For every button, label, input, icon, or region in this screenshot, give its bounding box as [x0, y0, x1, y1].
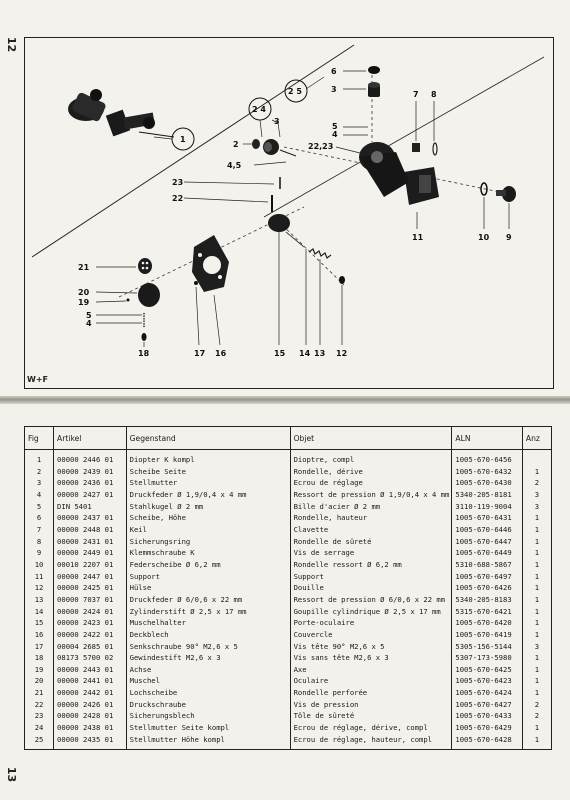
cell-artikel: 00000 2438 01	[54, 722, 127, 734]
cell-anz: 1	[522, 664, 551, 676]
cell-objet: Ecrou de réglage, dérive, compl	[290, 722, 452, 734]
cell-aln: 1005-670-6432	[452, 466, 523, 478]
cell-aln: 5307-173-5980	[452, 652, 523, 664]
cell-gegenstand: Diopter K kompl	[126, 450, 290, 466]
cell-aln: 5340-205-8181	[452, 489, 523, 501]
part-4-spring-side	[280, 150, 296, 156]
table-row	[25, 606, 552, 618]
cell-fig: 21	[25, 687, 54, 699]
cell-fig: 16	[25, 629, 54, 641]
cell-artikel: 00000 2425 01	[54, 582, 127, 594]
label-1: 1	[180, 135, 186, 144]
label-3-side: 3	[274, 117, 280, 126]
cell-objet: Rondelle, hauteur	[290, 512, 452, 524]
cell-anz: 2	[522, 710, 551, 722]
footer-mark: W+F	[27, 375, 48, 384]
cell-objet: Douille	[290, 582, 452, 594]
cell-gegenstand: Scheibe, Höhe	[126, 512, 290, 524]
page-number-bottom: 13	[5, 766, 19, 783]
table-row	[25, 652, 552, 664]
label-14: 14	[299, 349, 311, 358]
cell-aln: 1005-670-6427	[452, 699, 523, 711]
cell-artikel: 00000 2436 01	[54, 477, 127, 489]
cell-fig: 24	[25, 722, 54, 734]
cell-fig: 6	[25, 512, 54, 524]
cell-artikel: 00000 2437 01	[54, 512, 127, 524]
cell-objet: Ressort de pression Ø 6/0,6 x 22 mm	[290, 594, 452, 606]
header-fig: Fig	[25, 427, 54, 450]
cell-anz	[522, 450, 551, 466]
part-11-support	[404, 167, 439, 205]
label-4-5: 4,5	[227, 161, 242, 170]
label-6: 6	[331, 67, 337, 76]
table-row	[25, 559, 552, 571]
cell-anz: 1	[522, 629, 551, 641]
cell-anz: 1	[522, 722, 551, 734]
cell-fig: 17	[25, 641, 54, 653]
cell-gegenstand: Muschel	[126, 675, 290, 687]
cell-artikel: 00000 2449 01	[54, 547, 127, 559]
table-header-row	[25, 427, 552, 450]
part-19-axle	[127, 299, 130, 302]
cell-objet: Oculaire	[290, 675, 452, 687]
cell-objet: Bille d'acier Ø 2 mm	[290, 501, 452, 513]
cell-fig: 9	[25, 547, 54, 559]
cell-artikel: 00000 2441 01	[54, 675, 127, 687]
part-3-adjusting-nut-top	[368, 82, 380, 97]
cell-aln: 1005-670-6430	[452, 477, 523, 489]
cell-fig: 10	[25, 559, 54, 571]
cell-anz: 3	[522, 489, 551, 501]
cell-artikel: 00000 2422 01	[54, 629, 127, 641]
table-row	[25, 722, 552, 734]
cell-anz: 1	[522, 675, 551, 687]
cell-anz: 1	[522, 571, 551, 583]
cell-anz: 1	[522, 617, 551, 629]
cell-artikel: 00000 2448 01	[54, 524, 127, 536]
page-fold	[0, 396, 570, 404]
label-19: 19	[78, 298, 90, 307]
cell-gegenstand: Sicherungsring	[126, 536, 290, 548]
cell-fig: 7	[25, 524, 54, 536]
cell-aln: 1005-670-6447	[452, 536, 523, 548]
cell-artikel: 00000 7037 01	[54, 594, 127, 606]
cell-anz: 1	[522, 734, 551, 750]
cell-objet: Vis de serrage	[290, 547, 452, 559]
header-aln: ALN	[452, 427, 523, 450]
label-8: 8	[431, 90, 437, 99]
cell-objet: Rondelle, dérive	[290, 466, 452, 478]
table-row	[25, 450, 552, 466]
cell-fig: 25	[25, 734, 54, 750]
table-row	[25, 477, 552, 489]
label-25: 2 5	[288, 87, 302, 96]
cell-aln: 1005-670-6497	[452, 571, 523, 583]
cell-fig: 4	[25, 489, 54, 501]
part-3-adjusting-nut-side	[263, 139, 279, 155]
cell-gegenstand: Achse	[126, 664, 290, 676]
table-row	[25, 617, 552, 629]
table-row	[25, 512, 552, 524]
cell-fig: 5	[25, 501, 54, 513]
cell-gegenstand: Gewindestift M2,6 x 3	[126, 652, 290, 664]
cell-gegenstand: Druckfeder Ø 6/0,6 x 22 mm	[126, 594, 290, 606]
cell-anz: 1	[522, 687, 551, 699]
label-15: 15	[274, 349, 286, 358]
cell-aln: 1005-670-6456	[452, 450, 523, 466]
cell-artikel: 00000 2427 01	[54, 489, 127, 501]
table-row	[25, 629, 552, 641]
label-18: 18	[138, 349, 150, 358]
cell-artikel: 00000 2424 01	[54, 606, 127, 618]
label-24: 2 4	[252, 105, 266, 114]
cell-aln: 5305-156-5144	[452, 641, 523, 653]
label-5-lower: 5	[86, 311, 92, 320]
table-row	[25, 501, 552, 513]
cell-aln: 1005-670-6424	[452, 687, 523, 699]
cell-objet: Tôle de sûreté	[290, 710, 452, 722]
cell-fig: 18	[25, 652, 54, 664]
cell-gegenstand: Druckschraube	[126, 699, 290, 711]
cell-objet: Vis de pression	[290, 699, 452, 711]
cell-fig: 1	[25, 450, 54, 466]
cell-anz: 2	[522, 699, 551, 711]
cell-anz: 2	[522, 477, 551, 489]
cell-aln: 1005-670-6420	[452, 617, 523, 629]
part-18-set-screw	[142, 333, 147, 341]
part-8-retaining-ring	[433, 143, 437, 155]
part-12-sleeve	[339, 276, 345, 284]
cell-objet: Rondelle perforée	[290, 687, 452, 699]
cell-gegenstand: Stellmutter Seite kompl	[126, 722, 290, 734]
cell-objet: Dioptre, compl	[290, 450, 452, 466]
cell-gegenstand: Klemmschraube K	[126, 547, 290, 559]
cell-aln: 1005-670-6426	[452, 582, 523, 594]
label-17: 17	[194, 349, 206, 358]
table-row	[25, 675, 552, 687]
cell-fig: 15	[25, 617, 54, 629]
cell-fig: 8	[25, 536, 54, 548]
table-row	[25, 664, 552, 676]
part-15-lower	[268, 214, 290, 232]
parts-list-body	[25, 450, 552, 750]
cell-aln: 1005-670-6429	[452, 722, 523, 734]
cell-gegenstand: Lochscheibe	[126, 687, 290, 699]
header-anz: Anz	[522, 427, 551, 450]
label-21: 21	[78, 263, 90, 272]
label-13: 13	[314, 349, 326, 358]
cell-gegenstand: Stellmutter Höhe kompl	[126, 734, 290, 750]
cell-aln: 1005-670-6425	[452, 664, 523, 676]
cell-artikel: 00000 2442 01	[54, 687, 127, 699]
exploded-view-diagram	[24, 37, 554, 389]
cell-fig: 19	[25, 664, 54, 676]
cell-artikel: 00000 2439 01	[54, 466, 127, 478]
label-16: 16	[215, 349, 227, 358]
header-gegenstand: Gegenstand	[126, 427, 290, 450]
cell-fig: 2	[25, 466, 54, 478]
table-row	[25, 489, 552, 501]
cell-anz: 1	[522, 559, 551, 571]
cell-objet: Porte-oculaire	[290, 617, 452, 629]
cell-anz: 1	[522, 652, 551, 664]
frame-divider-line	[32, 45, 354, 257]
cell-fig: 12	[25, 582, 54, 594]
cell-gegenstand: Druckfeder Ø 1,9/0,4 x 4 mm	[126, 489, 290, 501]
table-row	[25, 734, 552, 750]
cell-aln: 1005-670-6419	[452, 629, 523, 641]
cell-anz: 1	[522, 524, 551, 536]
cell-aln: 1005-670-6428	[452, 734, 523, 750]
cell-anz: 3	[522, 641, 551, 653]
table-row	[25, 687, 552, 699]
part-15-eyepiece-holder	[359, 142, 409, 197]
cell-objet: Rondelle ressort Ø 6,2 mm	[290, 559, 452, 571]
part-6-washer	[368, 66, 380, 74]
cell-artikel: 00004 2685 01	[54, 641, 127, 653]
table-row	[25, 547, 552, 559]
label-22: 22	[172, 194, 184, 203]
part-20-eyepiece	[138, 283, 160, 307]
cell-fig: 13	[25, 594, 54, 606]
parts-list-table	[24, 426, 552, 750]
cell-gegenstand: Senkschraube 90° M2,6 x 5	[126, 641, 290, 653]
part-9-clamping-screw	[496, 186, 516, 202]
cell-gegenstand: Federscheibe Ø 6,2 mm	[126, 559, 290, 571]
cell-gegenstand: Support	[126, 571, 290, 583]
cell-anz: 1	[522, 606, 551, 618]
cell-objet: Vis tête 90° M2,6 x 5	[290, 641, 452, 653]
cell-objet: Ecrou de réglage	[290, 477, 452, 489]
label-5-top: 5	[332, 122, 338, 131]
label-4-lower: 4	[86, 319, 92, 328]
cell-aln: 1005-670-6433	[452, 710, 523, 722]
cell-artikel: 00000 2446 01	[54, 450, 127, 466]
label-2: 2	[233, 140, 239, 149]
table-row	[25, 524, 552, 536]
cell-aln: 5340-205-8183	[452, 594, 523, 606]
cell-fig: 23	[25, 710, 54, 722]
cell-artikel: 08173 5700 02	[54, 652, 127, 664]
table-row	[25, 582, 552, 594]
cell-objet: Clavette	[290, 524, 452, 536]
cell-gegenstand: Deckblech	[126, 629, 290, 641]
cell-fig: 3	[25, 477, 54, 489]
cell-artikel: 00000 2426 01	[54, 699, 127, 711]
cell-aln: 5315-670-6421	[452, 606, 523, 618]
cell-artikel: 00010 2207 01	[54, 559, 127, 571]
cell-anz: 1	[522, 466, 551, 478]
cell-objet: Support	[290, 571, 452, 583]
cell-artikel: 00000 2423 01	[54, 617, 127, 629]
cell-gegenstand: Sicherungsblech	[126, 710, 290, 722]
table-row	[25, 641, 552, 653]
label-12: 12	[336, 349, 348, 358]
cell-fig: 22	[25, 699, 54, 711]
page-number-top: 12	[5, 36, 19, 53]
cell-gegenstand: Keil	[126, 524, 290, 536]
cell-anz: 3	[522, 501, 551, 513]
cell-aln: 1005-670-6431	[452, 512, 523, 524]
cell-objet: Ressort de pression Ø 1,9/0,4 x 4 mm	[290, 489, 452, 501]
cell-objet: Axe	[290, 664, 452, 676]
cell-artikel: 00000 2431 01	[54, 536, 127, 548]
label-11: 11	[412, 233, 424, 242]
cell-fig: 14	[25, 606, 54, 618]
cell-anz: 1	[522, 594, 551, 606]
label-7: 7	[413, 90, 419, 99]
table-row	[25, 699, 552, 711]
cell-aln: 3110-119-9004	[452, 501, 523, 513]
cell-anz: 1	[522, 582, 551, 594]
label-22-23: 22,23	[308, 142, 334, 151]
cell-aln: 1005-670-6449	[452, 547, 523, 559]
cell-artikel: 00000 2435 01	[54, 734, 127, 750]
cell-artikel: 00000 2428 01	[54, 710, 127, 722]
table-row	[25, 571, 552, 583]
cell-gegenstand: Zylinderstift Ø 2,5 x 17 mm	[126, 606, 290, 618]
table-row	[25, 536, 552, 548]
header-artikel: Artikel	[54, 427, 127, 450]
cell-aln: 1005-670-6423	[452, 675, 523, 687]
part-14-cylindrical-pin	[286, 232, 304, 247]
cell-gegenstand: Stahlkugel Ø 2 mm	[126, 501, 290, 513]
label-20: 20	[78, 288, 90, 297]
cell-anz: 1	[522, 547, 551, 559]
cell-objet: Ecrou de réglage, hauteur, compl	[290, 734, 452, 750]
cell-artikel: 00000 2447 01	[54, 571, 127, 583]
cell-aln: 5310-688-5867	[452, 559, 523, 571]
cell-objet: Rondelle de sûreté	[290, 536, 452, 548]
label-9: 9	[506, 233, 512, 242]
cell-gegenstand: Stellmutter	[126, 477, 290, 489]
cell-fig: 11	[25, 571, 54, 583]
cell-objet: Goupille cylindrique Ø 2,5 x 17 mm	[290, 606, 452, 618]
part-21-perforated-washer	[138, 258, 152, 274]
part-7-key	[412, 143, 420, 152]
label-3-top: 3	[331, 85, 337, 94]
cell-anz: 1	[522, 536, 551, 548]
header-objet: Objet	[290, 427, 452, 450]
label-4-top: 4	[332, 130, 338, 139]
table-row	[25, 594, 552, 606]
part-2-washer-side	[252, 139, 260, 149]
cell-gegenstand: Hülse	[126, 582, 290, 594]
table-row	[25, 466, 552, 478]
label-10: 10	[478, 233, 490, 242]
table-row	[25, 710, 552, 722]
part-17-countersunk-screw	[194, 281, 198, 285]
cell-artikel: DIN 5401	[54, 501, 127, 513]
cell-artikel: 00000 2443 01	[54, 664, 127, 676]
cell-gegenstand: Scheibe Seite	[126, 466, 290, 478]
cell-gegenstand: Muschelhalter	[126, 617, 290, 629]
label-23: 23	[172, 178, 184, 187]
part-1-sight-assembly	[68, 89, 174, 137]
cell-aln: 1005-670-6446	[452, 524, 523, 536]
part-13-compression-spring	[309, 249, 331, 258]
cell-anz: 1	[522, 512, 551, 524]
cell-fig: 20	[25, 675, 54, 687]
cell-objet: Couvercle	[290, 629, 452, 641]
cell-objet: Vis sans tête M2,6 x 3	[290, 652, 452, 664]
